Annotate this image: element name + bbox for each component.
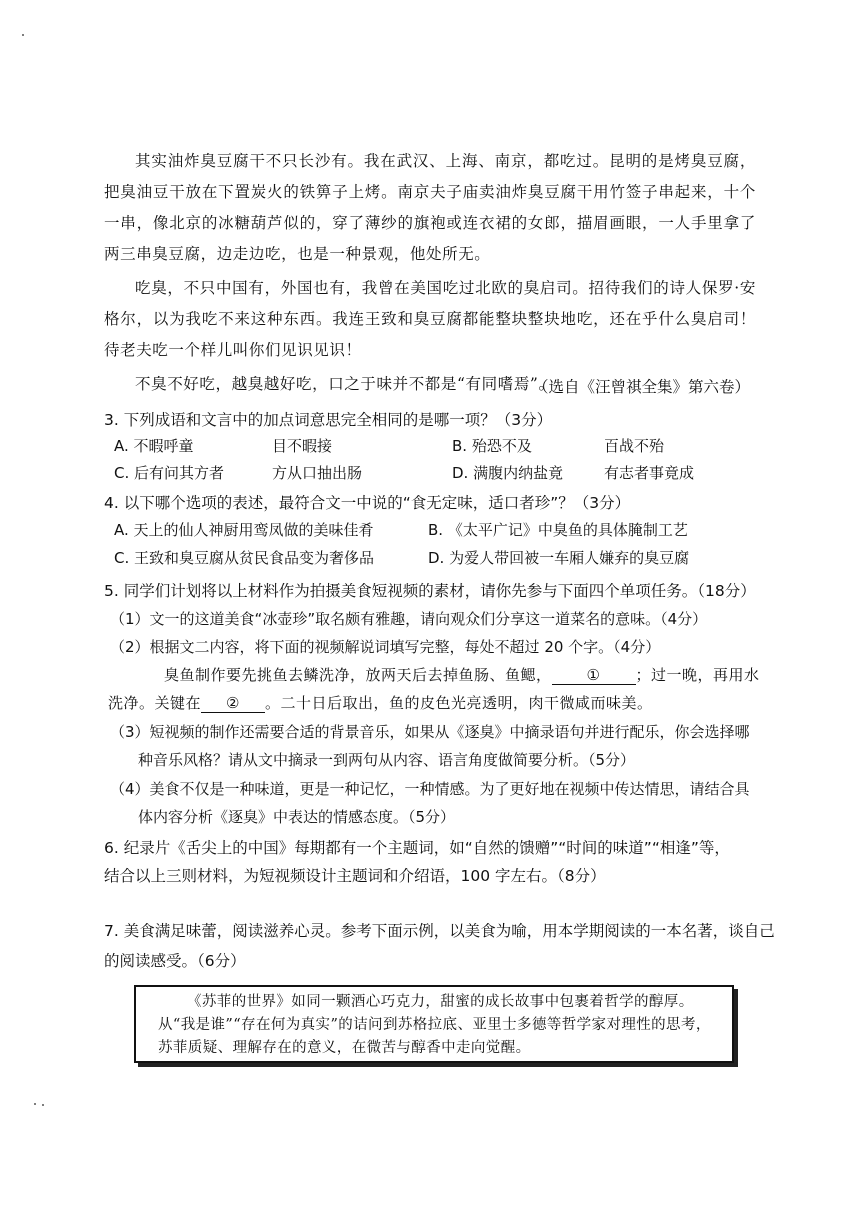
q3-option-d-phrase: 有志者事竟成 <box>604 464 695 482</box>
q3-option-c: C. 后有问其方者 <box>114 464 225 482</box>
fill-text: 臭鱼制作要先挑鱼去鳞洗净，放两天后去掉鱼肠、鱼鳃， <box>164 666 552 684</box>
q3-option-a-phrase: 目不暇接 <box>272 437 333 455</box>
q4-option-b: B. 《太平广记》中臭鱼的具体腌制工艺 <box>428 521 688 539</box>
passage-paragraph-1: 其实油炸臭豆腐干不只长沙有。我在武汉、上海、南京，都吃过。昆明的是烤臭豆腐，把臭油豆干放在下置炭火的铁箅子上烤。南京夫子庙卖油炸臭豆腐干用竹签子串起来，十个一串，像北京的冰糖葫芦似的，穿了薄纱的旗袍或连衣裙的女郎，描眉画眼，一人手里拿了两三串臭豆腐，边走边吃，也是一种景观，他处所无。 <box>104 152 756 263</box>
q5-task-3: （3）短视频的制作还需要合适的背景音乐，如果从《逐臭》中摘录语句并进行配乐，你会选择哪 <box>110 723 750 741</box>
q3-option-a: A. 不暇呼童 <box>114 437 194 455</box>
example-box <box>134 985 734 1063</box>
question-4-stem: 4. 以下哪个选项的表述，最符合文一中说的“食无定味，适口者珍”？（3分） <box>104 494 631 512</box>
question-5-stem: 5. 同学们计划将以上材料作为拍摄美食短视频的素材，请你先参与下面四个单项任务。（18分） <box>104 582 756 600</box>
fill-text: ；过一晚，再用水 <box>635 666 760 684</box>
q3-option-b-phrase: 百战不殆 <box>604 437 665 455</box>
fill-text: 洗净。关键在 <box>108 694 202 712</box>
fill-text: 。二十日后取出，鱼的皮色光亮透明，肉干微咸而味美。 <box>265 694 653 712</box>
passage-paragraph-2: 吃臭，不只中国有，外国也有，我曾在美国吃过北欧的臭启司。招待我们的诗人保罗·安格尔，以为我吃不来这种东西。我连王致和臭豆腐都能整块整块地吃，还在乎什么臭启司！待老夫吃一个样儿叫你们见识见识！ <box>104 279 756 359</box>
question-3-stem: 3. 下列成语和文言中的加点词意思完全相同的是哪一项？（3分） <box>104 411 553 429</box>
q5-task-4: （4）美食不仅是一种味道，更是一种记忆，一种情感。为了更好地在视频中传达情思，请结合具 <box>110 780 750 798</box>
example-text: 《苏菲的世界》如同一颗酒心巧克力，甜蜜的成长故事中包裹着哲学的醇厚。从“我是谁”“存在何为真实”的诘问到苏格拉底、亚里士多德等哲学家对理性的思考，苏菲质疑、理解存在的意义，在微苦与醇香中走向觉醒。 <box>158 994 711 1056</box>
q5-fill-line-2 <box>108 692 653 713</box>
passage-text <box>104 146 756 400</box>
q4-option-d: D. 为爱人带回被一车厢人嫌弃的臭豆腐 <box>428 549 690 567</box>
q3-option-d: D. 满腹内纳盐竟 <box>452 464 564 482</box>
scan-speck <box>34 1103 36 1105</box>
blank-1[interactable]: ① <box>552 666 636 685</box>
question-7-line-1: 7. 美食满足味蕾，阅读滋养心灵。参考下面示例，以美食为喻，用本学期阅读的一本名著，谈自己 <box>104 922 775 940</box>
passage-paragraph-3: 不臭不好吃，越臭越好吃，口之于味并不都是“有同嗜焉”。 <box>135 375 555 393</box>
q5-task-4-cont: 体内容分析《逐臭》中表达的情感态度。（5分） <box>138 808 456 826</box>
blank-2[interactable]: ② <box>201 694 265 713</box>
q4-option-a: A. 天上的仙人神厨用鸾凤做的美味佳肴 <box>114 521 374 539</box>
scan-speck <box>42 1104 44 1106</box>
question-7-line-2: 的阅读感受。（6分） <box>104 952 246 970</box>
question-6-line-1: 6. 纪录片《舌尖上的中国》每期都有一个主题词，如“自然的馈赠”“时间的味道”“相逢”等， <box>104 839 730 857</box>
q4-option-c: C. 王致和臭豆腐从贫民食品变为奢侈品 <box>114 549 375 567</box>
question-6-line-2: 结合以上三则材料，为短视频设计主题词和介绍语，100 字左右。（8分） <box>104 867 606 885</box>
q3-option-c-phrase: 方从口抽出肠 <box>272 464 363 482</box>
passage-source: （选自《汪曾祺全集》第六卷） <box>532 378 750 396</box>
q5-task-1: （1）文一的这道美食“冰壶珍”取名颇有雅趣，请向观众们分享这一道菜名的意味。（4分） <box>110 610 708 628</box>
q5-task-3-cont: 种音乐风格？请从文中摘录一到两句从内容、语言角度做简要分析。（5分） <box>138 751 636 769</box>
q5-task-2: （2）根据文二内容，将下面的视频解说词填写完整，每处不超过 20 个字。（4分） <box>110 638 661 656</box>
q3-option-b: B. 殆恐不及 <box>452 437 532 455</box>
scan-speck <box>22 34 24 36</box>
q5-fill-line-1 <box>164 664 760 685</box>
